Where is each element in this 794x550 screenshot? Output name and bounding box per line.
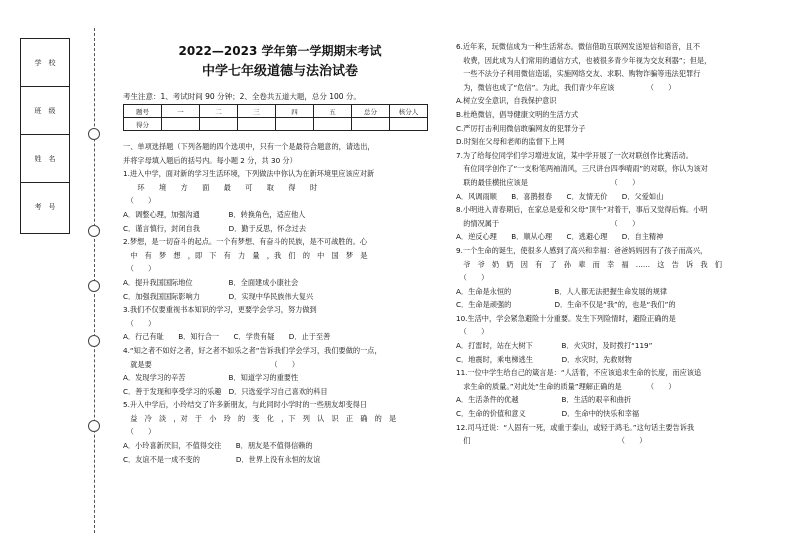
score-header-cell: 一: [162, 105, 200, 118]
question-line: A．发现学习的辛苦 B．知道学习的重要性: [123, 373, 299, 383]
binding-school: 学 校: [21, 39, 69, 87]
question-line: 一、单项选择题（下列各题的四个选项中，只有一个是最符合题意的，请选出，: [123, 142, 375, 151]
question-line: 10.生活中，学会紧急避险十分重要。发生下列险情时，避险正确的是: [456, 313, 676, 323]
question-line: （ ）: [123, 318, 156, 328]
question-line: 益 冷 淡 ，对 于 小 玲 的 变 化 ，下 列 认 识 正 确 的 是: [123, 413, 397, 423]
question-line: A.树立安全意识，自我保护意识: [456, 96, 557, 106]
question-line: 收费，因此成为人们常用的通信方式，也被很多青少年视为交友利器”；但是，: [456, 55, 712, 65]
score-row-label: 得分: [124, 118, 162, 131]
score-header-cell: 二: [200, 105, 238, 118]
question-line: C．生命是顽强的 D．生命不仅是“我”的，也是“我们”的: [456, 300, 676, 310]
score-header-cell: 四: [276, 105, 314, 118]
question-line: A．风调雨顺 B．喜鹊报春 C．友情无价 D．父爱如山: [456, 191, 664, 201]
exam-note: 考生注意：1、考试时间 90 分钟；2、全卷共五道大题，总分 100 分。: [123, 92, 361, 101]
question-line: D.时刻在父母和老师的监督下上网: [456, 137, 565, 147]
right-question-column: [456, 40, 781, 448]
question-line: 5.升入中学后，小玲结交了许多新朋友，与此同时小学时的一些朋友却变得日: [123, 400, 368, 410]
question-line: 求生命的质量。”对此处“生命的质量”理解正确的是 （ ）: [456, 381, 676, 391]
question-line: 为，微信也成了“危信”。为此，我们青少年应该 （ ）: [456, 82, 676, 92]
binding-hole: [88, 280, 100, 292]
question-line: 爷 爷 奶 奶 因 有 了 孙 辈 而 幸 福 …… 这 告 诉 我 们: [456, 259, 722, 269]
score-header-cell: 三: [238, 105, 276, 118]
binding-hole: [88, 420, 100, 432]
question-line: 就是要 （ ）: [123, 359, 300, 369]
question-line: A．生命是永恒的 B．人人都无法把握生命发展的规律: [456, 286, 668, 296]
question-line: 12.司马迁说：“人固有一死，或重于泰山，或轻于鸿毛。”这句话主要告诉我: [456, 422, 695, 432]
question-line: A．逆反心理 B．顺从心理 C．逃避心理 D．自主精神: [456, 232, 664, 242]
question-line: C．生命的价值和意义 D．生命中的快乐和幸福: [456, 409, 640, 419]
exam-title: 2022—2023 学年第一学期期末考试: [178, 44, 382, 58]
question-line: 联的最佳横批应该是 （ ）: [456, 177, 640, 187]
question-line: A．小玲喜新厌旧，不值得交往 B．朋友是不值得信赖的: [123, 441, 313, 451]
score-cell[interactable]: [390, 118, 428, 131]
score-cell[interactable]: [238, 118, 276, 131]
binding-class: 班 级: [21, 87, 69, 135]
question-line: 1.进入中学，面对新的学习生活环境，下列做法中你认为在新环境里应该应对新: [123, 169, 375, 179]
question-line: 环 境 方 面 最 可 取 得 时: [123, 182, 318, 192]
question-line: 的情况属于 （ ）: [456, 218, 640, 228]
binding-hole: [88, 128, 100, 140]
score-cell[interactable]: [314, 118, 352, 131]
left-question-column: [123, 140, 428, 466]
question-line: C．善于发现和享受学习的乐趣 D．只选爱学习自己喜欢的科目: [123, 386, 328, 396]
question-line: A．提升我国国际地位 B．全面建成小康社会: [123, 277, 299, 287]
score-cell[interactable]: [352, 118, 390, 131]
score-header-cell: 五: [314, 105, 352, 118]
score-cell[interactable]: [200, 118, 238, 131]
question-line: （ ）: [123, 427, 156, 437]
question-line: B.杜绝微信，倡导健康文明的生活方式: [456, 109, 579, 119]
question-line: 并将字母填入题后的括号内。每小题 2 分，共 30 分）: [123, 155, 297, 165]
score-header-cell: 总分: [352, 105, 390, 118]
score-cell[interactable]: [162, 118, 200, 131]
question-line: 11.一位中学生给自己的箴言是：“人活着，不应该追求生命的长度，而应该追: [456, 368, 702, 378]
question-line: 一些不法分子利用微信造谣，实施网络交友、求职、购物诈骗等违法犯罪行: [456, 69, 701, 79]
question-line: 2.梦想，是一切奋斗的起点。一个有梦想、有奋斗的民族，是不可战胜的。心: [123, 237, 368, 247]
score-table: [123, 104, 428, 131]
binding-id: 考 号: [34, 203, 56, 211]
question-line: A．生活条件的优越 B．生活的艰辛和曲折: [456, 395, 632, 405]
question-line: （ ）: [123, 264, 156, 274]
question-line: 4.“知之者不如好之者，好之者不如乐之者”告诉我们学会学习，我们要做的一点，: [123, 345, 382, 355]
question-line: A．调整心理，加强沟通 B．转换角色，适应他人: [123, 209, 306, 219]
question-line: 中 有 梦 想 ，即 下 有 力 量 ，我 们 的 中 国 梦 是: [123, 250, 368, 260]
question-line: 3.我们不仅要重视书本知识的学习，更要学会学习，努力做到: [123, 305, 317, 315]
question-line: 们 （ ）: [456, 436, 647, 446]
binding-name: 姓 名: [21, 135, 69, 183]
question-line: A．行己有耻 B．知行合一 C．学贵有疑 D．止于至善: [123, 332, 331, 342]
exam-subtitle: 中学七年级道德与法治试卷: [201, 64, 358, 79]
binding-hole: [88, 225, 100, 237]
question-line: C．加强我国国际影响力 D．实现中华民族伟大复兴: [123, 291, 314, 301]
score-value-row: [124, 118, 428, 131]
question-line: C.严厉打击利用微信敢骗网友的犯罪分子: [456, 123, 586, 133]
question-line: 有位同学创作了“一支粉笔两袖清风，三尺讲台四季晴雨”的对联，你认为该对: [456, 164, 708, 174]
question-line: C．地震时，乘电梯逃生 D．水灾时，先救财物: [456, 354, 632, 364]
score-header-cell: 核分人: [390, 105, 428, 118]
binding-info-box: [20, 38, 70, 234]
question-line: C．谨言慎行，封闭自我 D．勤于反思，怀念过去: [123, 223, 307, 233]
question-line: （ ）: [456, 327, 489, 337]
score-header-cell: 题号: [124, 105, 162, 118]
question-line: A．打雷时，站在大树下 B．火灾时，及时拨打“119”: [456, 341, 653, 351]
question-line: 6.近年来，玩微信成为一种生活常态。微信借助互联网发送短信和语音，且不: [456, 42, 701, 51]
question-line: （ ）: [123, 196, 156, 206]
question-line: 9.一个生命的诞生，使很多人感到了高兴和幸福：爸爸妈妈因有了孩子而高兴，: [456, 245, 708, 255]
binding-hole: [88, 335, 100, 347]
score-header-row: [124, 105, 428, 118]
question-line: 7.为了给每位同学们学习增进友谊，某中学开展了一次对联创作比赛活动。: [456, 150, 693, 160]
question-line: 8.小明进入青春期后，在家总是爱和父母“顶牛”对着干，事后又觉得后悔。小明: [456, 205, 708, 215]
question-line: （ ）: [456, 273, 489, 283]
question-line: C．友谊不是一成不变的 D．世界上没有永恒的友谊: [123, 454, 321, 464]
score-cell[interactable]: [276, 118, 314, 131]
